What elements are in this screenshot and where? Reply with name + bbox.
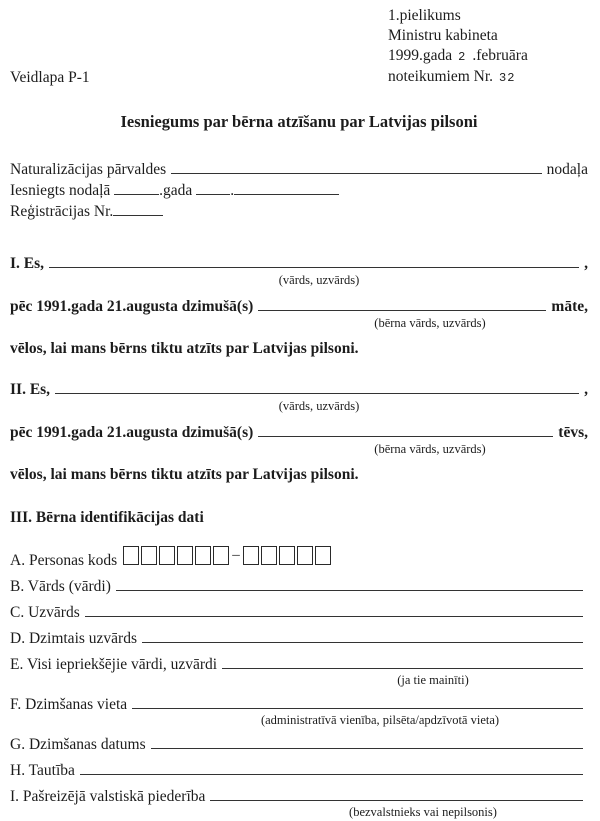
section-2-child-blank bbox=[258, 421, 553, 437]
section-2-name-caption: (vārds, uzvārds) bbox=[278, 399, 360, 413]
field-row-personal-code bbox=[10, 546, 588, 569]
personal-code-box bbox=[195, 546, 211, 565]
submitted-row bbox=[10, 180, 588, 201]
form-code-label: Veidlapa P-1 bbox=[10, 69, 90, 86]
field-label-ethnicity: H. Tautība bbox=[10, 762, 75, 779]
date-suffix: .februāra bbox=[472, 47, 528, 64]
current-citizenship-caption: (bezvalstnieks vai nepilsonis) bbox=[349, 805, 497, 819]
section-2-name-blank bbox=[55, 378, 579, 394]
submitted-month-blank bbox=[234, 182, 339, 195]
personal-code-box bbox=[279, 546, 295, 565]
field-label-current-citizenship: I. Pašreizējā valstiskā piederība bbox=[10, 788, 206, 805]
section-1-role-label: māte, bbox=[551, 298, 588, 315]
field-row-current-citizenship bbox=[10, 785, 588, 805]
section-1-trailing-comma: , bbox=[584, 255, 588, 272]
reg-nr-blank bbox=[113, 203, 163, 216]
birth-place-blank-line bbox=[132, 693, 583, 709]
regulation-number-value: 32 bbox=[499, 71, 516, 85]
section-3-heading: III. Bērna identifikācijas dati bbox=[10, 509, 204, 526]
date-day-value: 2 bbox=[458, 50, 467, 64]
birth-surname-blank-line bbox=[142, 627, 583, 643]
surname-blank-line bbox=[85, 601, 583, 617]
submitted-gada-label: .gada bbox=[159, 182, 193, 199]
section-2-trailing-comma: , bbox=[584, 381, 588, 398]
section-2-born-prefix: pēc 1991.gada 21.augusta dzimušā(s) bbox=[10, 424, 254, 441]
section-1-name-blank bbox=[49, 252, 579, 268]
personal-code-box bbox=[297, 546, 313, 565]
section-1-child-caption: (bērna vārds, uzvārds) bbox=[374, 316, 486, 330]
field-row-birth-surname bbox=[10, 627, 588, 647]
personal-code-box bbox=[159, 546, 175, 565]
reg-nr-label: Reģistrācijas Nr. bbox=[10, 203, 114, 220]
field-label-surname: C. Uzvārds bbox=[10, 604, 80, 621]
previous-names-caption: (ja tie mainīti) bbox=[397, 673, 469, 687]
personal-code-box bbox=[261, 546, 277, 565]
section-2-statement: vēlos, lai mans bērns tiktu atzīts par Latvijas pilsoni. bbox=[10, 466, 359, 483]
section-2-role-label: tēvs, bbox=[558, 424, 588, 441]
form-title: Iesniegums par bērna atzīšanu par Latvijas pilsoni bbox=[120, 112, 478, 131]
personal-code-dash: – bbox=[232, 547, 240, 563]
section-1-name-caption: (vārds, uzvārds) bbox=[278, 273, 360, 287]
submitted-prefix-label: Iesniegts nodaļā bbox=[10, 182, 111, 199]
field-row-name bbox=[10, 575, 588, 595]
section-3-items bbox=[10, 546, 588, 819]
personal-code-box bbox=[123, 546, 139, 565]
date-prefix: 1999.gada bbox=[388, 47, 453, 64]
ethnicity-blank-line bbox=[80, 759, 583, 775]
section-2-name-row bbox=[10, 378, 588, 399]
registration-block bbox=[10, 158, 588, 222]
current-citizenship-blank-line bbox=[210, 785, 583, 801]
annex-block bbox=[388, 6, 588, 88]
personal-code-box bbox=[315, 546, 331, 565]
field-label-birth-place: F. Dzimšanas vieta bbox=[10, 696, 128, 713]
section-2-child-caption: (bērna vārds, uzvārds) bbox=[374, 442, 486, 456]
annex-date-line bbox=[388, 46, 588, 67]
name-blank-line bbox=[116, 575, 583, 591]
section-1-statement: vēlos, lai mans bērns tiktu atzīts par Latvijas pilsoni. bbox=[10, 340, 359, 357]
submitted-year-blank bbox=[114, 182, 159, 195]
field-row-birth-place bbox=[10, 693, 588, 713]
field-label-name: B. Vārds (vārdi) bbox=[10, 578, 111, 595]
section-1-heading: I. Es, bbox=[10, 255, 45, 272]
field-row-surname bbox=[10, 601, 588, 621]
field-row-previous-names bbox=[10, 653, 588, 673]
submitted-dot-label: . bbox=[230, 182, 235, 199]
section-1-name-row bbox=[10, 252, 588, 273]
annex-regulation-line bbox=[388, 67, 588, 88]
annex-line-1: 1.pielikums bbox=[388, 7, 461, 24]
section-1-born-prefix: pēc 1991.gada 21.augusta dzimušā(s) bbox=[10, 298, 254, 315]
office-prefix-label: Naturalizācijas pārvaldes bbox=[10, 161, 167, 178]
section-1-child-blank bbox=[258, 295, 546, 311]
regulation-prefix: noteikumiem Nr. bbox=[388, 68, 494, 85]
section-2-father bbox=[10, 378, 588, 484]
personal-code-boxes bbox=[123, 546, 333, 565]
field-label-personal-code: A. Personas kods bbox=[10, 552, 118, 569]
registration-number-row bbox=[10, 201, 588, 222]
personal-code-box bbox=[243, 546, 259, 565]
birth-date-blank-line bbox=[151, 733, 583, 749]
section-1-child-row bbox=[10, 295, 588, 316]
field-label-birth-date: G. Dzimšanas datums bbox=[10, 736, 146, 753]
section-2-child-row bbox=[10, 421, 588, 442]
section-1-mother bbox=[10, 252, 588, 358]
field-row-ethnicity bbox=[10, 759, 588, 779]
personal-code-box bbox=[213, 546, 229, 565]
section-2-heading: II. Es, bbox=[10, 381, 51, 398]
field-label-birth-surname: D. Dzimtais uzvārds bbox=[10, 630, 137, 647]
office-blank-line bbox=[171, 158, 541, 174]
submitted-day-blank bbox=[196, 182, 230, 195]
previous-names-blank-line bbox=[222, 653, 583, 669]
office-row bbox=[10, 158, 588, 180]
birth-place-caption: (administratīvā vienība, pilsēta/apdzīvotā vieta) bbox=[260, 713, 500, 727]
personal-code-box bbox=[141, 546, 157, 565]
annex-line-2: Ministru kabineta bbox=[388, 27, 498, 44]
field-row-birth-date bbox=[10, 733, 588, 753]
field-label-previous-names: E. Visi iepriekšējie vārdi, uzvārdi bbox=[10, 656, 218, 673]
form-header bbox=[10, 6, 588, 88]
office-suffix-label: nodaļa bbox=[546, 161, 588, 178]
personal-code-box bbox=[177, 546, 193, 565]
